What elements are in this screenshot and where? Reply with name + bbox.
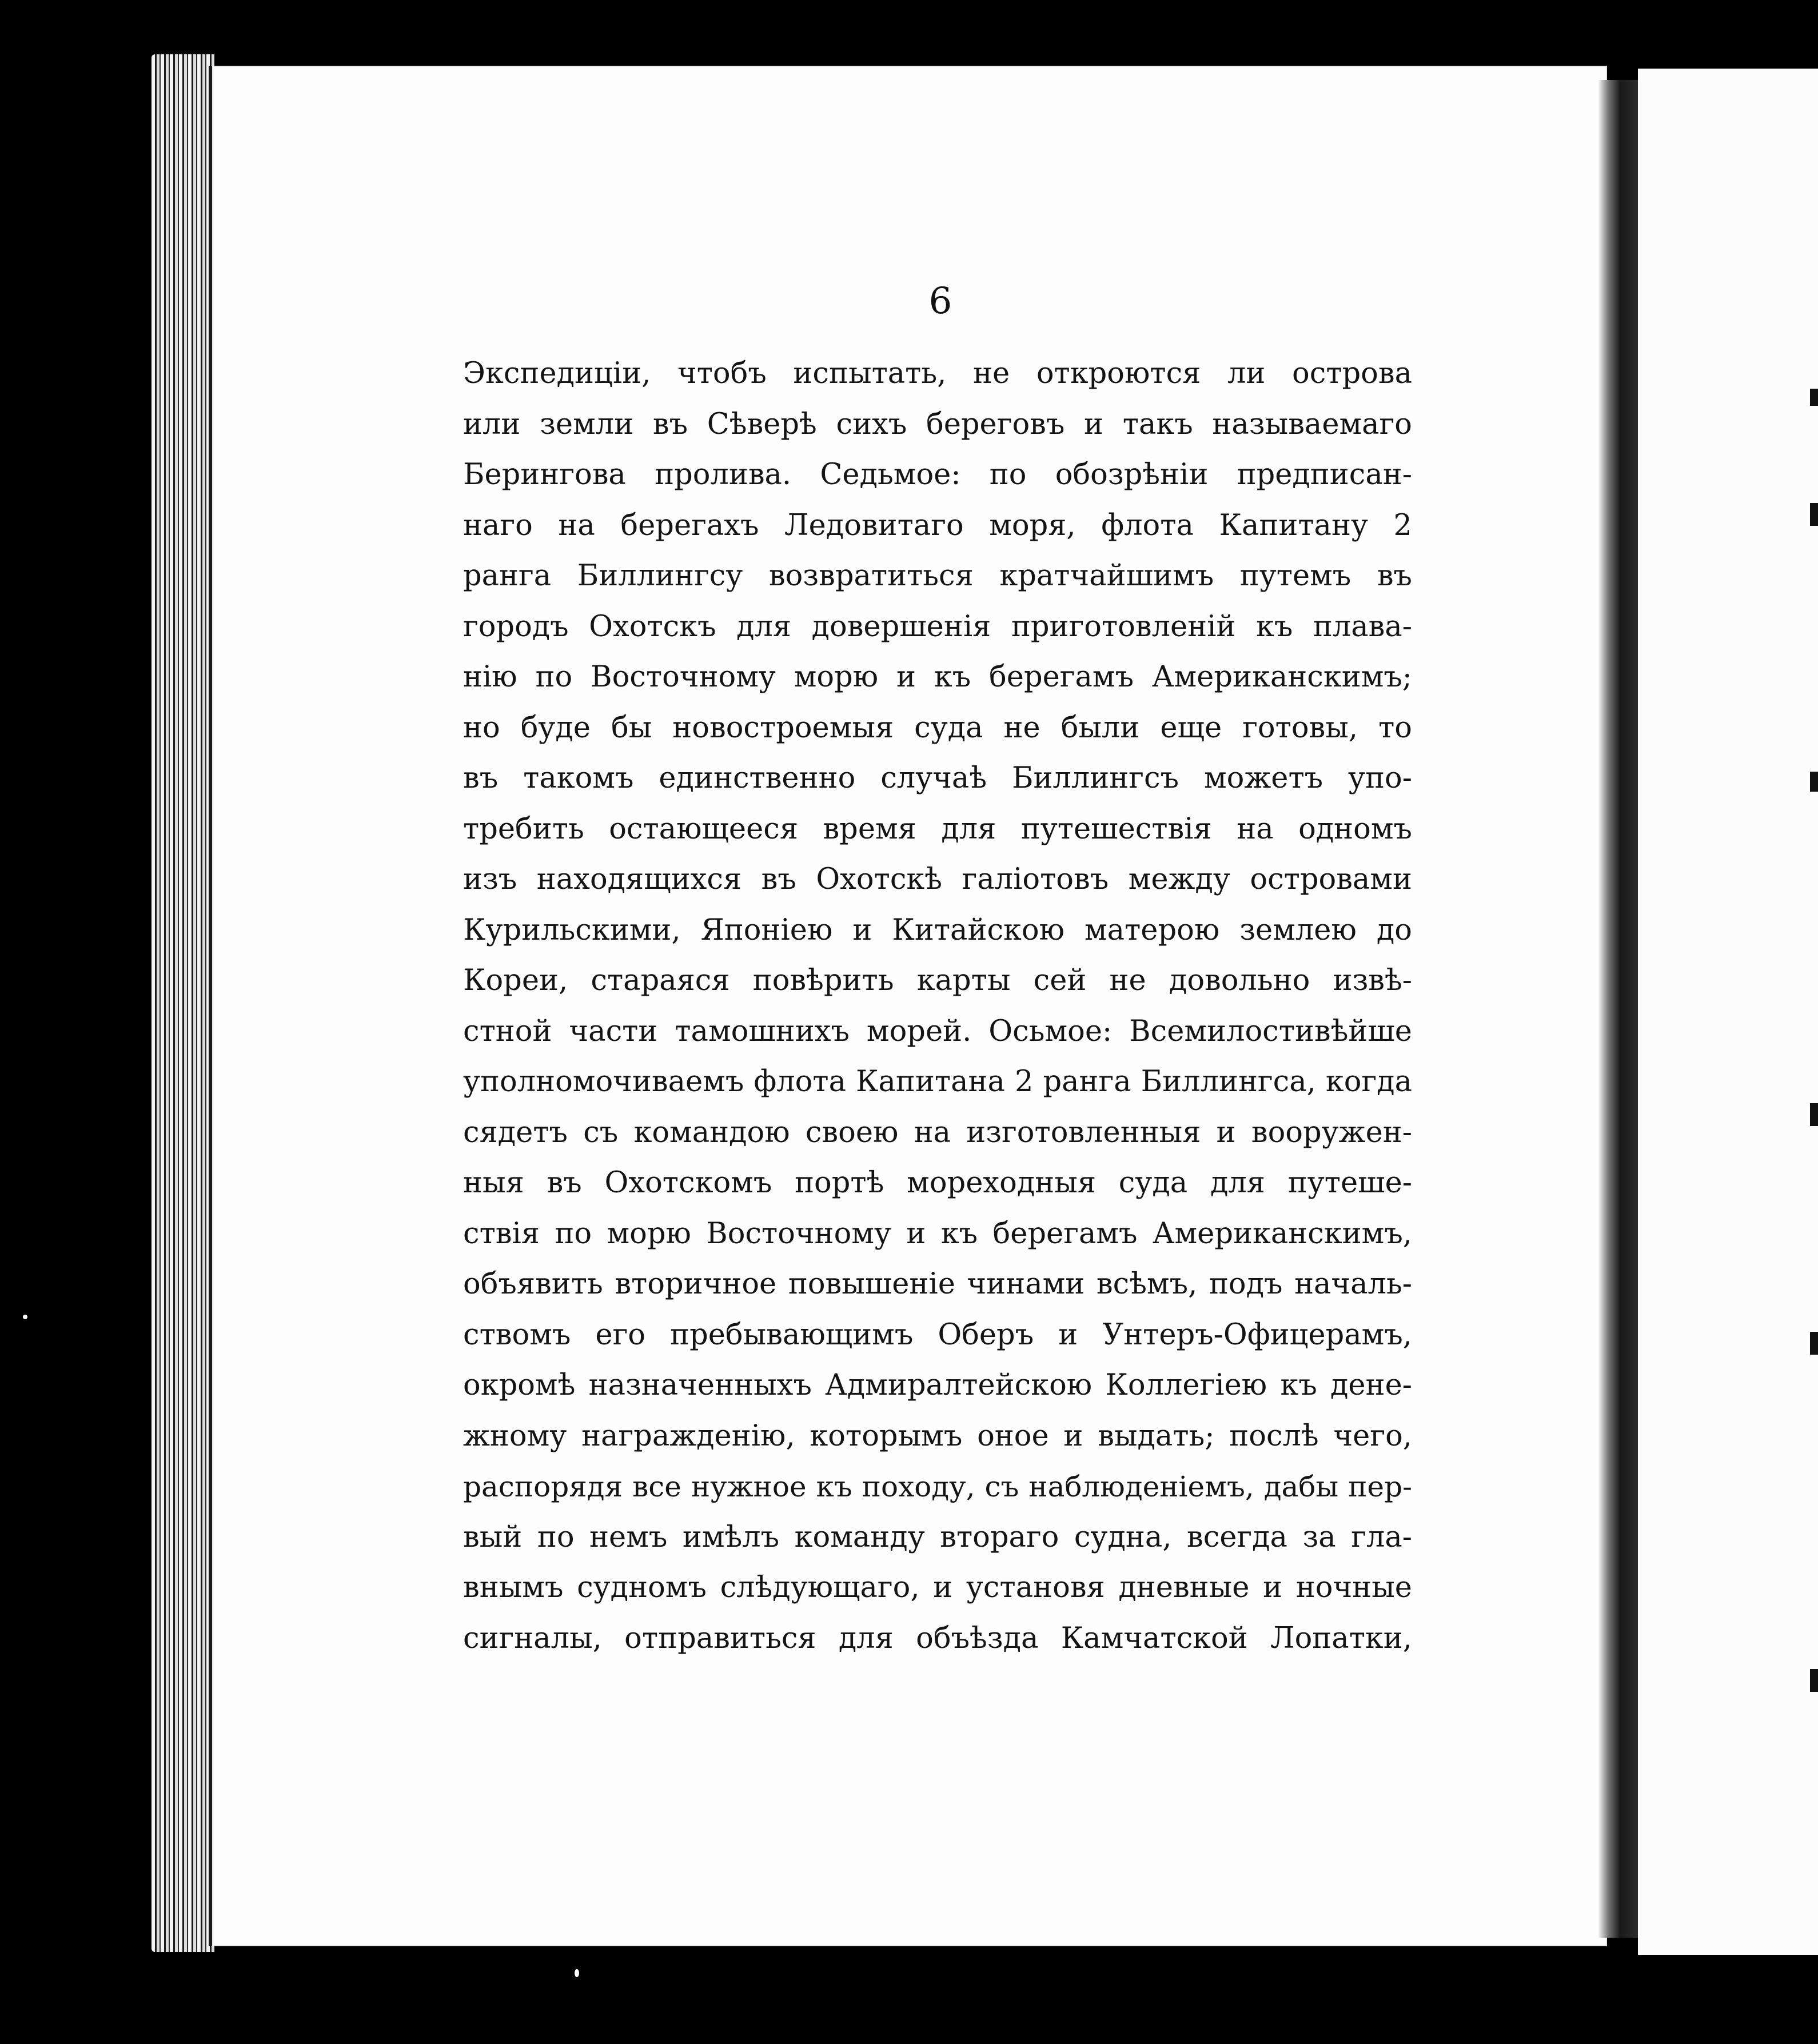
adjacent-page-mark — [1810, 772, 1818, 792]
text-line: наго на берегахъ Ледовитаго моря, флота Капитану 2 — [463, 508, 1412, 542]
text-line: изъ находящихся въ Охотскѣ галіотовъ между островами — [463, 863, 1412, 896]
text-line: Кореи, стараяся повѣрить карты сей не довольно извѣ- — [463, 964, 1412, 997]
text-line: внымъ судномъ слѣдующаго, и установя дневные и ночные — [463, 1571, 1412, 1604]
text-line: объявить вторичное повышеніе чинами всѣмъ, подъ началь- — [463, 1267, 1412, 1301]
text-line: вый по немъ имѣлъ команду втораго судна, всегда за гла- — [463, 1520, 1412, 1554]
text-line: городъ Охотскъ для довершенія приготовленій къ плава- — [463, 609, 1412, 644]
text-line: нію по Восточному морю и къ берегамъ Американскимъ; — [463, 660, 1412, 694]
adjacent-page-mark — [1810, 389, 1818, 406]
adjacent-page-mark — [1810, 503, 1818, 526]
text-line: стной части тамошнихъ морей. Осьмое: Всемилостивѣйше — [463, 1014, 1412, 1048]
scan-speck — [575, 1969, 579, 1977]
adjacent-page-mark — [1810, 1332, 1818, 1355]
text-line: ранга Биллингсу возвратиться кратчайшимъ путемъ въ — [463, 559, 1412, 593]
text-line: сигналы, отправиться для объѣзда Камчатской Лопатки, — [463, 1621, 1412, 1655]
text-line: Экспедиціи, чтобъ испытать, не откроются ли острова — [463, 357, 1412, 390]
text-line: сядетъ съ командою своею на изготовленныя и вооружен- — [463, 1115, 1412, 1149]
text-line: въ такомъ единственно случаѣ Биллингсъ можетъ упо- — [463, 761, 1412, 795]
text-line: ныя въ Охотскомъ портѣ мореходныя суда для путеше- — [463, 1166, 1412, 1200]
page-number: 6 — [928, 280, 952, 322]
text-line: Берингова пролива. Седьмое: по обозрѣніи предписан- — [463, 458, 1412, 492]
page-edge-stack — [152, 54, 214, 1952]
adjacent-page-mark — [1810, 1103, 1818, 1126]
adjacent-page-edge — [1638, 69, 1818, 1955]
body-text — [463, 349, 1412, 1664]
text-line: Курильскими, Японіею и Китайскою матерою землею до — [463, 913, 1412, 947]
adjacent-page-mark — [1810, 1669, 1818, 1692]
text-line: уполномочиваемъ флота Капитана 2 ранга Биллингса, когда — [463, 1065, 1412, 1099]
text-line: или земли въ Сѣверѣ сихъ береговъ и такъ называемаго — [463, 407, 1412, 441]
text-line: ствомъ его пребывающимъ Оберъ и Унтеръ-Офицерамъ, — [463, 1318, 1412, 1352]
text-line: окромѣ назначенныхъ Адмиралтейскою Коллегіею къ дене- — [463, 1368, 1412, 1402]
text-line: жному награжденію, которымъ оное и выдать; послѣ чего, — [463, 1419, 1412, 1453]
text-line: ствія по морю Восточному и къ берегамъ Американскимъ, — [463, 1216, 1412, 1251]
scan-speck — [23, 1315, 27, 1319]
text-line: распорядя все нужное къ походу, съ наблюденіемъ, дабы пер- — [463, 1470, 1412, 1503]
text-line: но буде бы новостроемыя суда не были еще готовы, то — [463, 710, 1412, 745]
text-line: требить остающееся время для путешествія на одномъ — [463, 812, 1412, 846]
book-gutter — [1598, 80, 1638, 1938]
